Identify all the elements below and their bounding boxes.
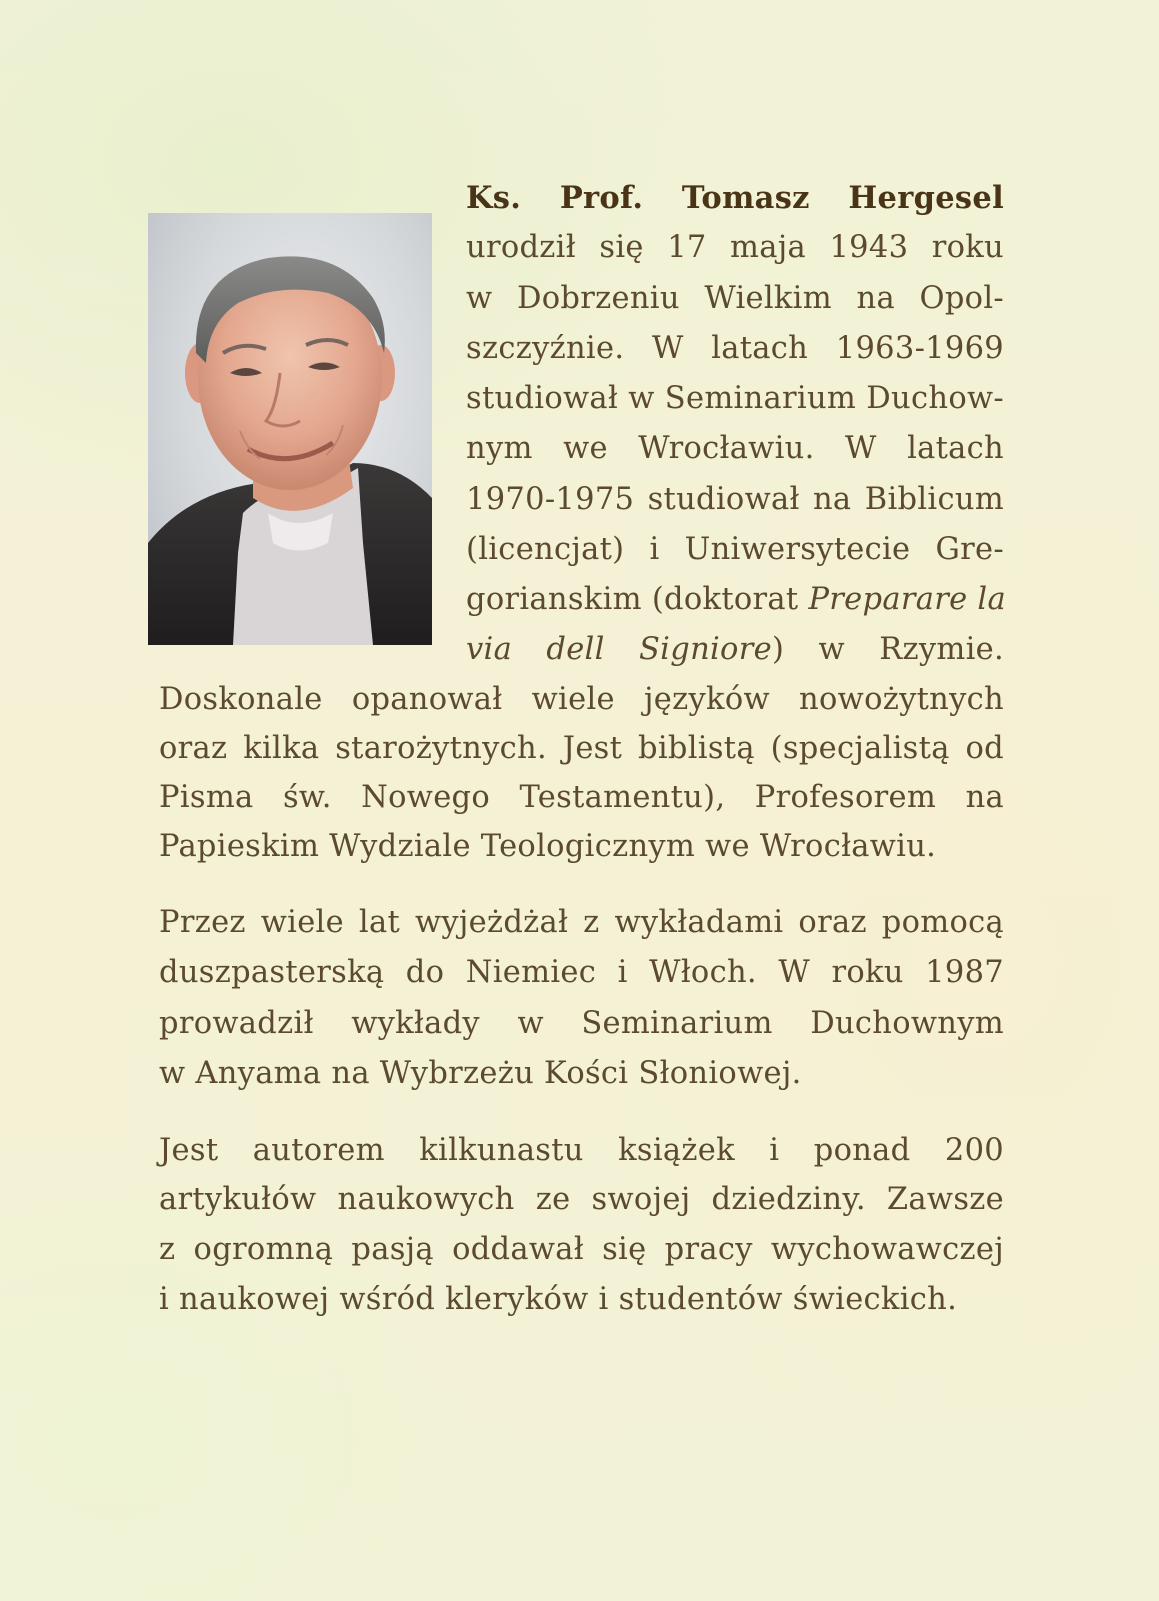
- paragraph-2-line: Przez wiele lat wyjeżdżał z wykładami oraz pomocą: [159, 905, 1004, 940]
- bio-line: [466, 574, 1004, 626]
- bio-text: ) w Rzymie.: [771, 632, 1004, 667]
- paragraph-2-line: duszpasterską do Niemiec i Włoch. W roku 1987: [159, 955, 1004, 990]
- paragraph-1-line: Papieskim Wydziale Teologicznym we Wrocławiu.: [159, 829, 937, 864]
- paragraph-2-line: w Anyama na Wybrzeżu Kości Słoniowej.: [159, 1056, 802, 1091]
- portrait-photo: [148, 213, 432, 645]
- thesis-title-part-1: Preparare la: [808, 582, 1006, 617]
- paragraph-1-line: Pisma św. Nowego Testamentu), Profesorem na: [159, 780, 1004, 815]
- bio-line: (licencjat) i Uniwersytecie Gre-: [466, 532, 1004, 567]
- bio-line: studiował w Seminarium Duchow-: [466, 381, 1004, 416]
- bio-line: nym we Wrocławiu. W latach: [466, 431, 1004, 466]
- paragraph-3-line: artykułów naukowych ze swojej dziedziny. Zawsze: [159, 1182, 1004, 1217]
- paragraph-1-line: oraz kilka starożytnych. Jest biblistą (specjalistą od: [159, 731, 1004, 766]
- paragraph-3-line: Jest autorem kilkunastu książek i ponad 200: [159, 1133, 1004, 1168]
- priest-portrait-illustration: [148, 213, 432, 645]
- paragraph-2-line: prowadził wykłady w Seminarium Duchownym: [159, 1006, 1004, 1041]
- bio-line: urodził się 17 maja 1943 roku: [466, 230, 1004, 265]
- bio-line: w Dobrzeniu Wielkim na Opol-: [466, 281, 1004, 316]
- bio-line: 1970-1975 studiował na Biblicum: [466, 482, 1004, 517]
- paragraph-3-line: z ogromną pasją oddawał się pracy wychowawczej: [159, 1232, 1004, 1267]
- paragraph-1-line: Doskonale opanował wiele języków nowożytnych: [159, 682, 1004, 717]
- bio-line: szczyźnie. W latach 1963-1969: [466, 331, 1004, 366]
- paragraph-3-line: i naukowej wśród kleryków i studentów świeckich.: [159, 1282, 958, 1317]
- author-name-heading: Ks. Prof. Tomasz Hergesel: [466, 180, 1004, 216]
- bio-text: gorianskim (doktorat: [466, 582, 809, 617]
- thesis-title-part-2: via dell Signiore: [466, 632, 772, 667]
- bio-line: [466, 624, 1004, 676]
